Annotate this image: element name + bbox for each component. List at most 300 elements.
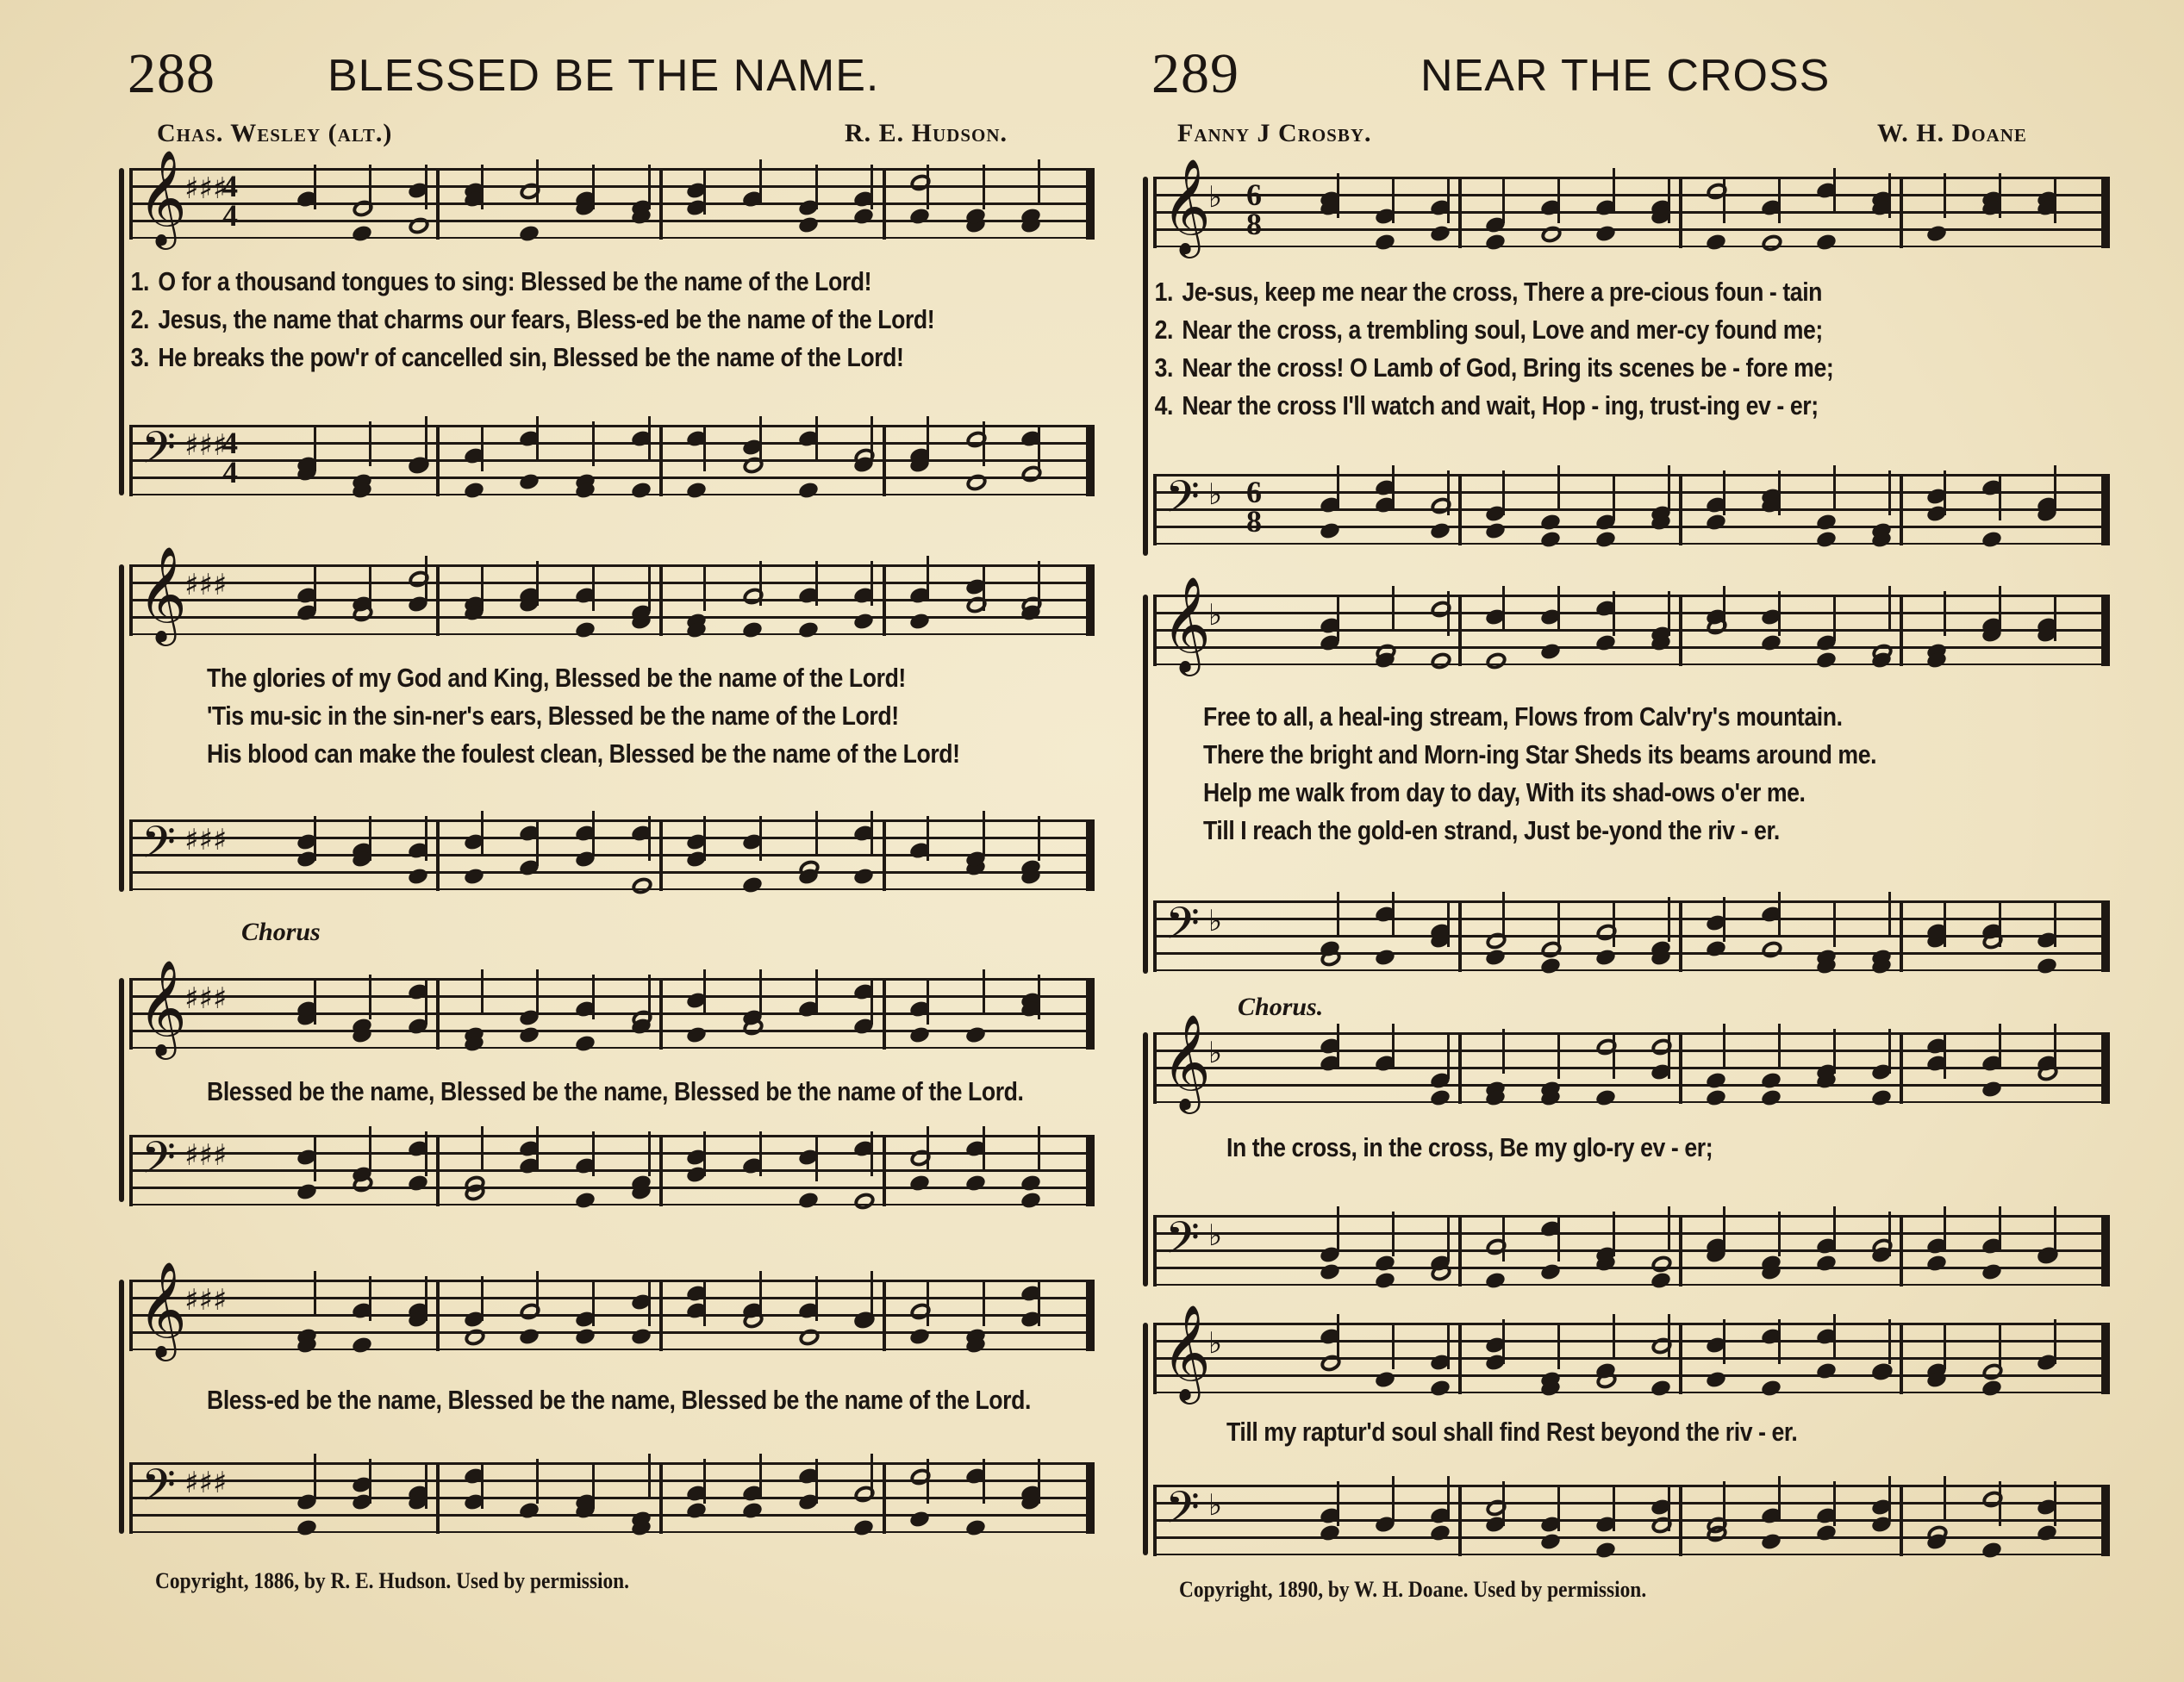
treble-clef-icon: 𝄞 — [1162, 1013, 1211, 1110]
note-stem — [1337, 596, 1339, 641]
notehead — [1374, 948, 1396, 968]
note-stem — [870, 811, 873, 856]
key-signature: ♯♯♯ — [184, 823, 228, 857]
note-stem — [1613, 1212, 1615, 1256]
note-stem — [1778, 1476, 1781, 1521]
note-row — [1265, 1323, 2093, 1393]
note-stem — [1723, 1481, 1725, 1526]
notehead — [1374, 1271, 1396, 1291]
time-signature: 6 8 — [1246, 475, 1262, 539]
notehead — [351, 224, 373, 244]
note-stem — [1999, 476, 2001, 520]
notehead — [1429, 495, 1454, 516]
notehead — [1650, 1335, 1675, 1356]
note-stem — [1833, 1314, 1836, 1359]
note-stem — [648, 416, 651, 461]
notehead — [852, 1190, 877, 1212]
notehead — [1981, 1488, 2006, 1510]
note-stem — [759, 1131, 762, 1176]
note-stem — [815, 1276, 818, 1321]
hymn-288 — [112, 26, 1095, 1593]
notehead — [1539, 223, 1564, 245]
bass-clef-icon: 𝄢 — [141, 1459, 176, 1522]
verse-lyrics-part2 — [1203, 698, 2110, 850]
notehead — [1650, 1514, 1675, 1536]
bar-line — [659, 425, 663, 496]
note-stem — [1888, 586, 1891, 631]
note-stem — [1502, 892, 1505, 937]
notehead — [1925, 1254, 1948, 1274]
key-signature: ♭ — [1208, 904, 1223, 938]
note-stem — [1833, 1029, 1836, 1074]
note-stem — [703, 1131, 706, 1176]
notehead — [1020, 463, 1045, 484]
notehead — [852, 612, 875, 632]
lyric-line: There the bright and Morn-ing Star Sheds its beams around me. — [1203, 739, 1877, 769]
note-stem — [2054, 1481, 2056, 1526]
key-signature: ♯♯♯ — [184, 1283, 228, 1318]
note-stem — [1778, 1024, 1781, 1068]
lyric-text: Je-sus, keep me near the cross, There a pre-cious foun - tain — [1182, 277, 1823, 307]
note-stem — [1778, 591, 1781, 636]
note-stem — [1668, 1206, 1670, 1251]
note-stem — [1999, 173, 2001, 218]
time-signature: 4 4 — [222, 426, 238, 490]
note-stem — [2054, 465, 2056, 510]
note-stem — [927, 556, 929, 601]
notehead — [1705, 233, 1727, 252]
bar-line — [436, 978, 440, 1050]
note-stem — [648, 566, 651, 611]
chorus-lyrics — [207, 1381, 1095, 1419]
bar-line — [1458, 1032, 1462, 1104]
note-stem — [425, 1464, 427, 1509]
notehead — [1319, 1352, 1344, 1374]
bar-line — [659, 1280, 663, 1351]
bar-line — [1900, 177, 1903, 248]
note-row — [1265, 1032, 2093, 1103]
note-stem — [1778, 178, 1781, 223]
note-stem — [703, 1459, 706, 1504]
notehead — [1981, 1361, 2006, 1382]
note-stem — [1999, 1206, 2001, 1251]
note-stem — [983, 811, 985, 856]
notehead — [1319, 1523, 1341, 1543]
note-stem — [927, 1459, 929, 1504]
notehead — [296, 1182, 318, 1202]
lyric-line: Till I reach the gold-en strand, Just be-yond the riv - er. — [1203, 815, 1780, 845]
note-stem — [1038, 1126, 1040, 1171]
notehead — [1429, 650, 1454, 671]
bar-line — [1679, 900, 1682, 972]
music-system-3 — [1136, 993, 2110, 1301]
bar-line — [1900, 900, 1903, 972]
key-signature: ♯♯♯ — [184, 981, 228, 1016]
note-stem — [425, 816, 427, 861]
notehead — [518, 1300, 543, 1322]
chorus-lyrics — [207, 1073, 1095, 1111]
hymn-title: BLESSED BE THE NAME. — [328, 51, 880, 101]
note-stem — [1557, 1217, 1560, 1262]
note-stem — [1337, 1314, 1339, 1359]
note-stem — [1038, 1459, 1040, 1504]
notehead — [908, 1025, 931, 1045]
note-stem — [1723, 178, 1725, 223]
note-stem — [536, 821, 539, 866]
note-stem — [369, 816, 371, 861]
notehead — [1815, 233, 1838, 252]
notehead — [1981, 1379, 2003, 1399]
notehead — [1981, 1541, 2003, 1561]
note-stem — [1888, 892, 1891, 937]
notehead — [518, 1501, 540, 1521]
note-stem — [703, 170, 706, 215]
note-stem — [1502, 1029, 1505, 1074]
bar-line — [1900, 1323, 1903, 1394]
lyric-line — [1136, 273, 1974, 311]
bar-line — [436, 564, 440, 636]
notehead — [574, 1191, 596, 1211]
note-stem — [1778, 1212, 1781, 1256]
bar-line — [1679, 1032, 1682, 1104]
note-stem — [425, 165, 427, 209]
note-stem — [1502, 470, 1505, 515]
bass-staff — [129, 421, 1095, 495]
verse-number: 3. — [1154, 352, 1173, 383]
note-stem — [1557, 902, 1560, 947]
notehead — [908, 1510, 931, 1529]
notehead — [1594, 530, 1617, 550]
notehead — [852, 1483, 877, 1504]
notehead — [797, 215, 820, 235]
bar-line — [883, 1135, 886, 1206]
notehead — [630, 481, 652, 501]
note-stem — [1447, 178, 1450, 223]
notehead — [1870, 1361, 1895, 1382]
notehead — [1650, 1379, 1672, 1399]
notehead — [964, 471, 989, 493]
notehead — [685, 1501, 708, 1521]
bass-clef-icon: 𝄢 — [141, 1131, 176, 1194]
bar-line — [436, 1135, 440, 1206]
note-stem — [425, 416, 427, 461]
note-stem — [1502, 1481, 1505, 1526]
note-stem — [481, 1276, 484, 1321]
note-stem — [927, 165, 929, 209]
note-stem — [1502, 1319, 1505, 1364]
notehead — [1815, 1254, 1838, 1274]
music-system-2 — [112, 545, 1095, 892]
bar-line — [1679, 595, 1682, 666]
system-brace — [119, 564, 124, 892]
notehead — [1705, 1370, 1727, 1390]
note-stem — [481, 566, 484, 611]
bass-clef-icon: 𝄢 — [1165, 1481, 1200, 1544]
verse-number: 4. — [1154, 390, 1173, 420]
bar-line — [883, 1462, 886, 1534]
note-stem — [1392, 1324, 1395, 1369]
hymn-credits — [1136, 112, 2110, 155]
notehead — [1650, 1253, 1675, 1274]
note-stem — [1833, 465, 1836, 510]
notehead — [741, 1501, 764, 1521]
note-stem — [369, 566, 371, 611]
bass-clef-icon: 𝄢 — [141, 816, 176, 879]
chorus-label: Chorus. — [1238, 993, 1324, 1021]
note-stem — [815, 969, 818, 1014]
note-stem — [314, 566, 316, 611]
treble-clef-icon: 𝄞 — [1162, 158, 1211, 254]
note-stem — [1999, 586, 2001, 631]
note-stem — [870, 165, 873, 209]
notehead — [797, 1191, 820, 1211]
bar-line — [1458, 595, 1462, 666]
bass-clef-icon: 𝄢 — [1165, 470, 1200, 533]
note-stem — [536, 1459, 539, 1504]
note-stem — [759, 1454, 762, 1498]
notehead — [1594, 1541, 1617, 1561]
treble-staff — [1153, 1304, 2110, 1400]
note-stem — [759, 159, 762, 204]
treble-staff — [1153, 1013, 2110, 1110]
note-stem — [314, 1137, 316, 1181]
notehead — [1484, 1497, 1509, 1518]
notehead — [852, 207, 875, 227]
verse-lyrics-part1 — [112, 263, 1095, 377]
note-row — [1265, 177, 2093, 247]
copyright-notice: Copyright, 1890, by W. H. Doane. Used by permission. — [1179, 1577, 1647, 1602]
bar-line — [883, 564, 886, 636]
note-stem — [2054, 178, 2056, 223]
note-stem — [870, 416, 873, 461]
notehead — [1539, 956, 1562, 976]
verse-number: 1. — [130, 266, 149, 296]
notehead — [908, 1466, 933, 1487]
notehead — [2036, 1244, 2061, 1266]
note-stem — [648, 975, 651, 1019]
note-stem — [1723, 1206, 1725, 1251]
note-stem — [369, 975, 371, 1019]
notehead — [1594, 224, 1617, 244]
treble-staff — [129, 545, 1095, 642]
note-stem — [815, 561, 818, 606]
chorus-label: Chorus — [241, 918, 321, 946]
note-stem — [2054, 1319, 2056, 1364]
note-stem — [1337, 173, 1339, 218]
bar-line — [1900, 595, 1903, 666]
notehead — [574, 1327, 596, 1347]
treble-staff — [129, 959, 1095, 1056]
bar-line — [883, 819, 886, 891]
note-stem — [1038, 1281, 1040, 1326]
note-stem — [1723, 470, 1725, 515]
note-stem — [815, 165, 818, 209]
lyric-line: In the cross, in the cross, Be my glo-ry ev - er; — [1226, 1132, 1713, 1162]
notehead — [463, 481, 485, 501]
bass-clef-icon: 𝄢 — [1165, 897, 1200, 960]
note-stem — [1723, 897, 1725, 942]
notehead — [964, 428, 989, 450]
note-stem — [425, 556, 427, 601]
music-system-2 — [1136, 576, 2110, 982]
note-stem — [1888, 1212, 1891, 1256]
note-row — [241, 1280, 1077, 1350]
note-stem — [927, 980, 929, 1025]
note-stem — [1557, 1034, 1560, 1079]
notehead — [1374, 233, 1396, 252]
note-stem — [759, 816, 762, 861]
notehead — [462, 1326, 487, 1348]
notehead — [1319, 521, 1341, 541]
note-stem — [481, 427, 484, 471]
hymn-number: 289 — [1151, 42, 1239, 105]
note-stem — [1337, 1024, 1339, 1068]
notehead — [1429, 521, 1451, 541]
note-stem — [1668, 465, 1670, 510]
lyric-line — [112, 263, 957, 301]
time-signature: 4 4 — [222, 169, 238, 234]
notehead — [518, 1327, 540, 1347]
note-stem — [1392, 586, 1395, 631]
treble-clef-icon: 𝄞 — [1162, 576, 1211, 672]
notehead — [1760, 938, 1785, 960]
hymn-289 — [1136, 26, 2110, 1602]
notehead — [964, 1025, 987, 1045]
note-stem — [1557, 465, 1560, 510]
note-stem — [1557, 1324, 1560, 1369]
note-row — [1265, 900, 2093, 971]
notehead — [518, 180, 543, 202]
notehead — [1484, 1236, 1509, 1257]
lyricist: Fanny J Crosby. — [1177, 119, 1372, 147]
note-stem — [1038, 975, 1040, 1019]
note-stem — [1038, 816, 1040, 861]
note-stem — [592, 421, 595, 466]
note-stem — [1999, 1324, 2001, 1369]
note-stem — [369, 421, 371, 466]
note-stem — [927, 1281, 929, 1326]
system-brace — [1143, 1032, 1148, 1286]
notehead — [908, 1147, 933, 1168]
note-stem — [369, 1276, 371, 1321]
note-stem — [983, 566, 985, 611]
note-stem — [1557, 1486, 1560, 1531]
note-stem — [369, 1459, 371, 1504]
notehead — [1319, 1262, 1341, 1282]
notehead — [1705, 1088, 1727, 1108]
note-stem — [1337, 892, 1339, 937]
treble-staff — [1153, 158, 2110, 254]
bass-staff — [129, 1459, 1095, 1533]
note-row — [241, 1135, 1077, 1205]
note-stem — [1833, 596, 1836, 641]
notehead — [1650, 1271, 1672, 1291]
notehead — [2036, 956, 2058, 976]
notehead — [1374, 1254, 1396, 1274]
hymn-number: 288 — [128, 42, 215, 105]
hymn-header — [1136, 26, 2110, 112]
composer: W. H. Doane — [1877, 119, 2027, 147]
bar-line — [659, 564, 663, 636]
note-stem — [1944, 173, 1946, 218]
notehead — [908, 1174, 931, 1193]
note-stem — [759, 969, 762, 1014]
bar-line — [1900, 1032, 1903, 1104]
notehead — [1429, 1088, 1451, 1108]
note-stem — [1888, 1029, 1891, 1074]
lyric-line: Help me walk from day to day, With its shad-ows o'er me. — [1203, 777, 1806, 807]
note-row — [1265, 474, 2093, 545]
lyric-line — [1136, 349, 1974, 387]
note-stem — [1447, 470, 1450, 515]
note-stem — [870, 1454, 873, 1498]
notehead — [1374, 1370, 1396, 1390]
note-stem — [1613, 591, 1615, 636]
note-stem — [983, 1281, 985, 1326]
bar-line — [659, 978, 663, 1050]
note-row — [241, 564, 1077, 635]
treble-staff — [129, 1261, 1095, 1357]
note-stem — [1502, 586, 1505, 631]
notehead — [964, 1174, 987, 1193]
key-signature: ♭ — [1208, 1488, 1223, 1523]
notehead — [1429, 598, 1454, 620]
note-stem — [703, 566, 706, 611]
note-stem — [1392, 178, 1395, 223]
lyric-line: Bless-ed be the name, Blessed be the name, Blessed be the name of the Lord. — [207, 1385, 1031, 1415]
note-stem — [1502, 1217, 1505, 1262]
note-stem — [314, 1271, 316, 1316]
notehead — [908, 1300, 933, 1322]
key-signature: ♭ — [1208, 1218, 1223, 1253]
bar-line — [1679, 474, 1682, 545]
note-stem — [481, 1126, 484, 1171]
note-stem — [1944, 1476, 1946, 1521]
notehead — [1870, 1088, 1893, 1108]
note-stem — [425, 1131, 427, 1176]
note-stem — [927, 816, 929, 861]
note-stem — [1392, 1476, 1395, 1521]
note-stem — [1392, 1212, 1395, 1256]
notehead — [1539, 1262, 1562, 1282]
note-stem — [1613, 476, 1615, 520]
bass-staff — [129, 816, 1095, 890]
note-stem — [703, 1281, 706, 1326]
note-stem — [1613, 1486, 1615, 1531]
notehead — [1981, 1262, 2003, 1282]
note-stem — [1392, 465, 1395, 510]
note-stem — [983, 421, 985, 466]
lyric-line — [112, 339, 957, 377]
key-signature: ♯♯♯ — [184, 428, 228, 463]
bar-line — [1679, 177, 1682, 248]
note-stem — [536, 561, 539, 606]
note-stem — [1888, 173, 1891, 218]
note-stem — [481, 1464, 484, 1509]
note-row — [241, 425, 1077, 495]
system-brace — [1143, 595, 1148, 974]
note-stem — [1447, 1476, 1450, 1521]
note-stem — [1833, 902, 1836, 947]
notehead — [1594, 1036, 1619, 1057]
bar-line — [659, 1135, 663, 1206]
music-system-1 — [1136, 158, 2110, 564]
key-signature: ♯♯♯ — [184, 1138, 228, 1173]
note-row — [241, 819, 1077, 890]
note-stem — [927, 416, 929, 461]
note-stem — [1613, 1314, 1615, 1359]
notehead — [518, 1025, 540, 1045]
